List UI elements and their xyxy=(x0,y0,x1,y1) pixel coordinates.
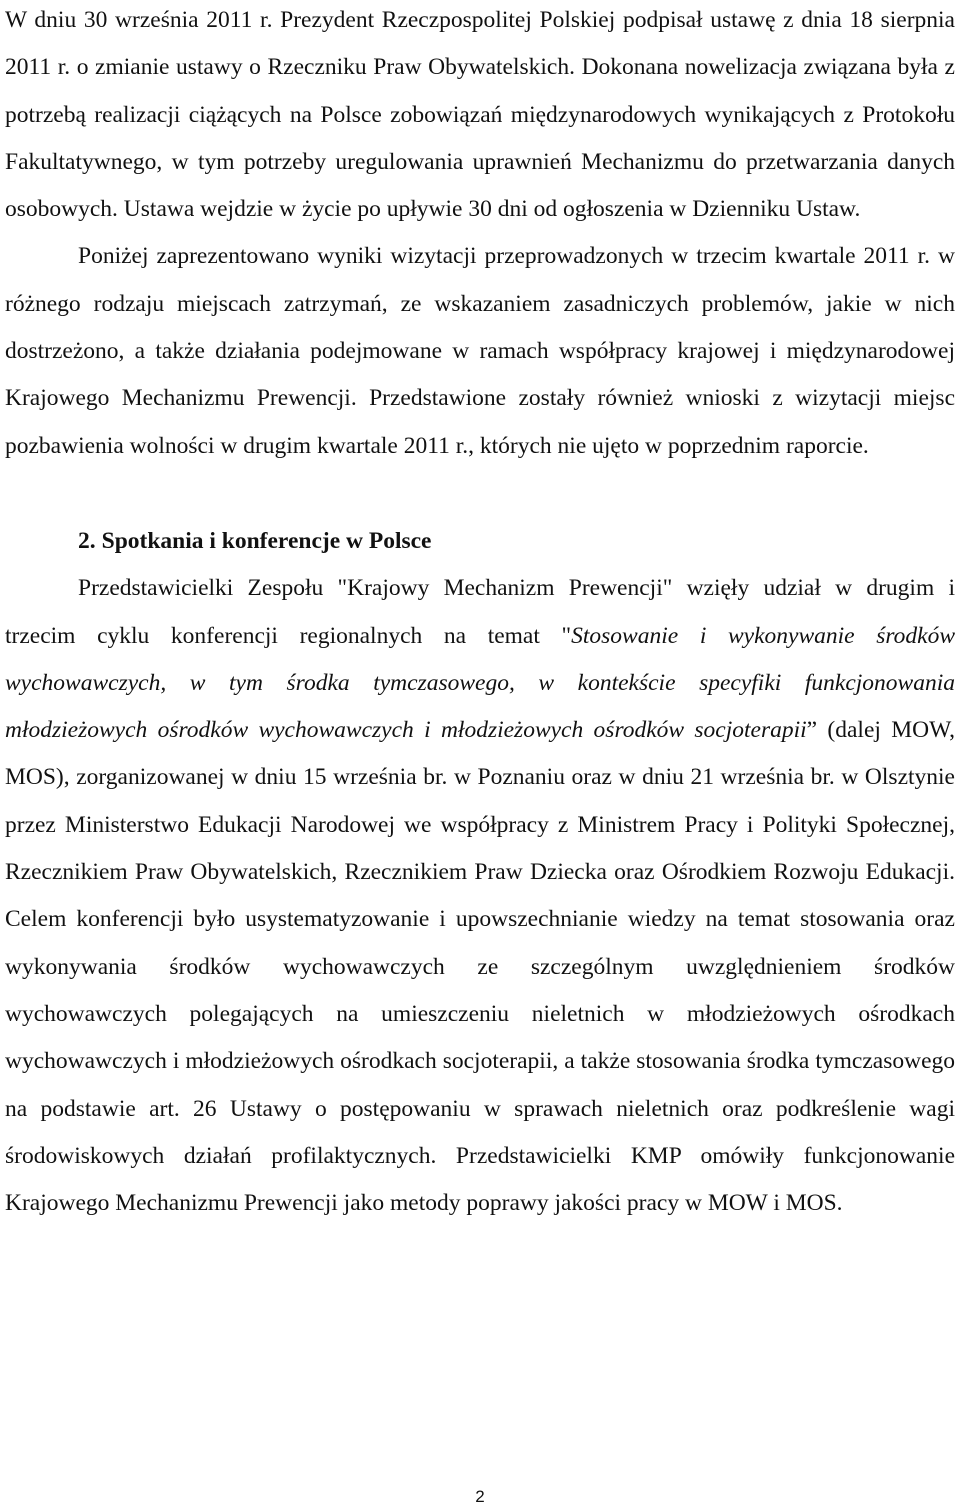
section-heading xyxy=(78,518,955,565)
page-number: 2 xyxy=(475,1487,485,1506)
conference-topic: Stosowanie i wykonywanie środków wychowawczych, w tym środka tymczasowego, w kontekście specyfiki funkcjonowania młodzieżowych ośrodków wychowawczych i młodzieżowych ośrodków socjoterapii xyxy=(5,622,955,744)
paragraph-conferences-intro: Przedstawicielki Zespołu "Krajowy Mechanizm Prewencji" wzięły udział w drugim i trzecim cyklu konferencji regionalnych na temat " xyxy=(5,575,955,649)
section-number: 2. xyxy=(78,527,96,554)
paragraph-conferences-body: ” (dalej MOW, MOS), zorganizowanej w dniu 15 września br. w Poznaniu oraz w dniu 21 września br. w Olsztynie przez Ministerstwo Edukacji Narodowej we współpracy z Ministrem Pracy i Polityki Społecznej, Rzecznikiem Praw Obywatelskich, Rzecznikiem Praw Dziecka oraz Ośrodkiem Rozwoju Edukacji. Celem konferencji było usystematyzowanie i upowszechnianie wiedzy na temat stosowania oraz wykonywania środków wychowawczych ze szczególnym uwzględnieniem środków wychowawczych polegających na umieszczeniu nieletnich w młodzieżowych ośrodkach wychowawczych i młodzieżowych ośrodkach socjoterapii, a także stosowania środka tymczasowego na podstawie art. 26 Ustawy o postępowaniu w sprawach nieletnich oraz podkreślenie wagi środowiskowych działań profilaktycznych. Przedstawicielki KMP omówiły funkcjonowanie Krajowego Mechanizmu Prewencji jako metody poprawy jakości pracy w MOW i MOS. xyxy=(5,717,955,1217)
document-page xyxy=(5,0,955,1227)
section-title: Spotkania i konferencje w Polsce xyxy=(101,527,432,554)
paragraph-law-amendment: W dniu 30 września 2011 r. Prezydent Rzeczpospolitej Polskiej podpisał ustawę z dnia 18 sierpnia 2011 r. o zmianie ustawy o Rzeczniku Praw Obywatelskich. Dokonana nowelizacja związana była z potrzebą realizacji ciążących na Polsce zobowiązań międzynarodowych wynikających z Protokołu Fakultatywnego, w tym potrzeby uregulowania uprawnień Mechanizmu do przetwarzania danych osobowych. Ustawa wejdzie w życie po upływie 30 dni od ogłoszenia w Dzienniku Ustaw. xyxy=(5,7,955,223)
paragraph-visits-summary: Poniżej zaprezentowano wyniki wizytacji przeprowadzonych w trzecim kwartale 2011 r. w różnego rodzaju miejscach zatrzymań, ze wskazaniem zasadniczych problemów, jakie w nich dostrzeżono, a także działania podejmowane w ramach współpracy krajowej i międzynarodowej Krajowego Mechanizmu Prewencji. Przedstawione zostały również wnioski z wizytacji miejsc pozbawienia wolności w drugim kwartale 2011 r., których nie ujęto w poprzednim raporcie. xyxy=(5,243,955,459)
paragraph-conferences xyxy=(5,565,955,1227)
